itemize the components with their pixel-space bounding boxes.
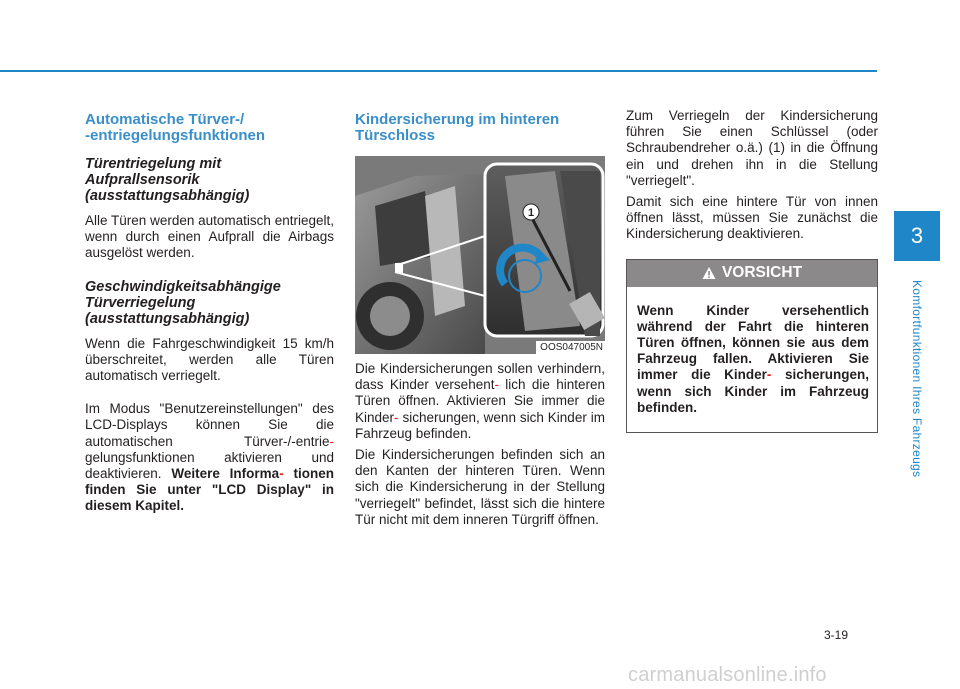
- column-1: [85, 112, 334, 520]
- warning-box: [626, 259, 878, 433]
- child-lock-location: Die Kindersicherungen befinden sich an den Kanten der hinteren Türen. Wenn sich die Kindersicherung in der Stellung "verriegelt" befindet, lässt sich die hintere Tür nicht mit dem inneren Türgriff öffnen.: [355, 447, 605, 527]
- warning-text: Wenn Kinder versehentlich während der Fahrt die hinteren Türen öffnen, können sie aus dem Fahrzeug fallen. Aktivieren Sie immer die Kinder- sicherungen, wenn sich Kinder im Fahrzeug befinden.: [637, 302, 869, 415]
- callout-number: 1: [527, 207, 535, 219]
- section-title-child-lock: Kindersicherung im hinteren Türschloss: [355, 111, 560, 144]
- car-door-illustration: [355, 156, 605, 354]
- unlock-instructions: Damit sich eine hintere Tür von innen öffnen lässt, müssen Sie zunächst die Kindersicherung deaktivieren.: [626, 194, 878, 242]
- subheading-crash-unlock: Türentriegelung mit Aufprallsensorik (ausstattungsabhängig): [85, 156, 250, 204]
- watermark: carmanualsonline.info: [628, 664, 827, 686]
- warning-header: [627, 260, 877, 287]
- child-lock-photo: [355, 156, 605, 354]
- crash-unlock-text: Alle Türen werden automatisch entriegelt, wenn durch einen Aufprall die Airbags ausgelöst werden.: [85, 213, 334, 261]
- chapter-side-label: [894, 261, 940, 496]
- lcd-settings-text: Im Modus "Benutzereinstellungen" des LCD-Displays können Sie die automatischen Türver-/-entrie- gelungsfunktionen aktivieren und deaktivieren. Weitere Informa- tionen finden Sie unter "LCD Display" in diesem Kapitel.: [85, 401, 335, 514]
- warning-title: VORSICHT: [721, 264, 803, 282]
- image-code: OOS047005N: [536, 341, 605, 354]
- chapter-title: Komfortfunktionen Ihres Fahrzeugs: [910, 279, 924, 478]
- section-title-auto-lock: Automatische Türver-/ -entriegelungsfunktionen: [85, 111, 265, 144]
- page-number: 3-19: [824, 628, 849, 642]
- top-rule: [0, 70, 877, 72]
- subheading-speed-lock: Geschwindigkeitsabhängige Türverriegelung (ausstattungsabhängig): [85, 278, 281, 327]
- speed-lock-text: Wenn die Fahrgeschwindigkeit 15 km/h überschreitet, werden alle Türen automatisch verriegelt.: [85, 335, 334, 384]
- chapter-number: 3: [910, 223, 924, 248]
- warning-triangle-icon: [702, 266, 716, 280]
- lock-instructions: Zum Verriegeln der Kindersicherung führen Sie einen Schlüssel (oder Schraubendreher o.ä.) (1) in die Öffnung ein und drehen ihn in die Stellung "verriegelt".: [626, 108, 878, 188]
- spacer: [85, 267, 334, 279]
- spacer: [85, 389, 334, 401]
- column-2: [355, 112, 605, 533]
- chapter-number-tab: [894, 211, 940, 261]
- column-3: [626, 108, 878, 433]
- child-lock-intro: Die Kindersicherungen sollen verhindern, dass Kinder versehent- lich die hinteren Türen öffnen. Aktivieren Sie immer die Kinder- sicherungen, wenn sich Kinder im Fahrzeug befinden.: [355, 361, 605, 441]
